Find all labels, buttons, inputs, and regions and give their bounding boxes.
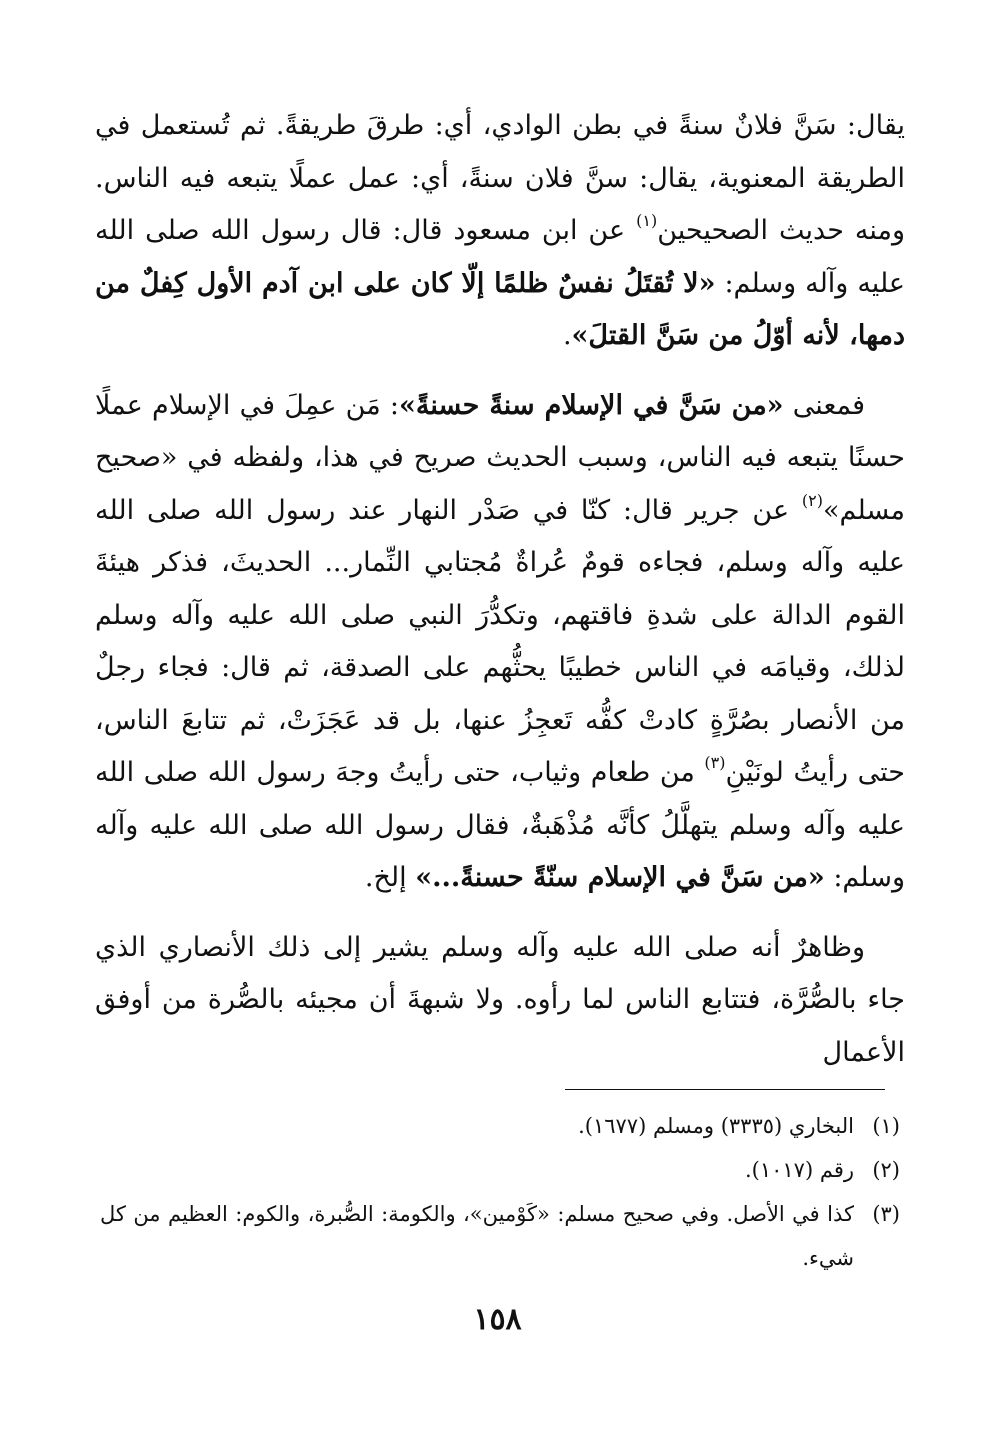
- footnote-text: رقم (١٠١٧).: [744, 1158, 854, 1182]
- text-run: .: [562, 320, 572, 351]
- footnote: [100, 1148, 900, 1192]
- main-text: [95, 100, 905, 1096]
- paragraph: [95, 100, 905, 363]
- footnote-number: (١): [872, 1114, 900, 1138]
- footnote-reference: (٢): [801, 490, 824, 510]
- text-run: عن ابن مسعود قال: قال رسول الله صلى الله عليه وآله وسلم:: [95, 215, 905, 299]
- page-number: ١٥٨: [473, 1302, 522, 1337]
- hadith-quote: «من سَنَّ في الإسلام سنةً حسنةً»: [399, 389, 784, 421]
- footnote: [100, 1104, 900, 1148]
- footnote-reference: (٣): [704, 753, 726, 772]
- footnote-number: (٣): [872, 1202, 900, 1226]
- footnote-text: البخاري (٣٣٣٥) ومسلم (١٦٧٧).: [578, 1114, 854, 1138]
- text-run: إلخ.: [364, 862, 416, 893]
- footnote: [100, 1192, 900, 1280]
- text-run: وظاهرٌ أنه صلى الله عليه وآله وسلم يشير إلى ذلك الأنصاري الذي جاء بالصُّرَّة، فتتابع الناس لما رأوه. ولا شبهةَ أن مجيئه بالصُّرة من أوفق الأعمال: [95, 931, 905, 1068]
- paragraph: [95, 922, 905, 1080]
- footnote-separator: [565, 1089, 885, 1090]
- hadith-quote: «من سَنَّ في الإسلام سنّةً حسنةً...»: [415, 862, 825, 893]
- footnote-reference: (١): [636, 211, 658, 230]
- footnote-text: كذا في الأصل. وفي صحيح مسلم: «كَوْمين»، والكومة: الصُّبرة، والكوم: العظيم من كل شيء.: [100, 1202, 854, 1270]
- text-run: من طعام وثياب، حتى رأيتُ وجهَ رسول الله صلى الله عليه وآله وسلم يتهلَّلُ كأنَّه مُذْهَبةٌ، فقال رسول الله صلى الله عليه وآله وسلم:: [95, 757, 905, 893]
- text-run: يقال: سَنَّ فلانٌ سنةً في بطن الوادي، أي: طرقَ طريقةً. ثم تُستعمل في الطريقة المعنوية، يقال: سنَّ فلان سنةً، أي: عمل عملًا يتبعه فيه الناس. ومنه حديث الصحيحين: [95, 110, 906, 246]
- hadith-quote: «لا تُقتَلُ نفسٌ ظلمًا إلّا كان على ابن آدم الأول كِفلٌ من دمها، لأنه أوّلُ من سَنَّ القتلَ»: [95, 267, 905, 351]
- footnote-number: (٢): [872, 1158, 900, 1182]
- text-run: فمعنى: [783, 389, 865, 421]
- text-run: : مَن عمِلَ في الإسلام عملًا حسنًا يتبعه فيه الناس، وسبب الحديث صريح في هذا، ولفظه في «صحيح مسلم»: [95, 389, 905, 526]
- text-run: عن جرير قال: كنّا في صَدْر النهار عند رسول الله صلى الله عليه وآله وسلم، فجاءه قومٌ عُراةٌ مُجتابي النِّمار... الحديثَ، فذكر هيئةَ القوم الدالة على شدةِ فاقتهم، وتكدُّرَ النبي صلى الله عليه وآله وسلم لذلك، وقيامَه في الناس خطيبًا يحثُّهم على الصدقة، ثم قال: فجاء رجلٌ من الأنصار بصُرَّةٍ كادتْ كفُّه تَعجِزُ عنها، بل قد عَجَزَتْ، ثم تتابعَ الناس، حتى رأيتُ لونَيْنِ: [95, 494, 905, 788]
- paragraph: [95, 380, 905, 905]
- footnotes: [100, 1104, 900, 1280]
